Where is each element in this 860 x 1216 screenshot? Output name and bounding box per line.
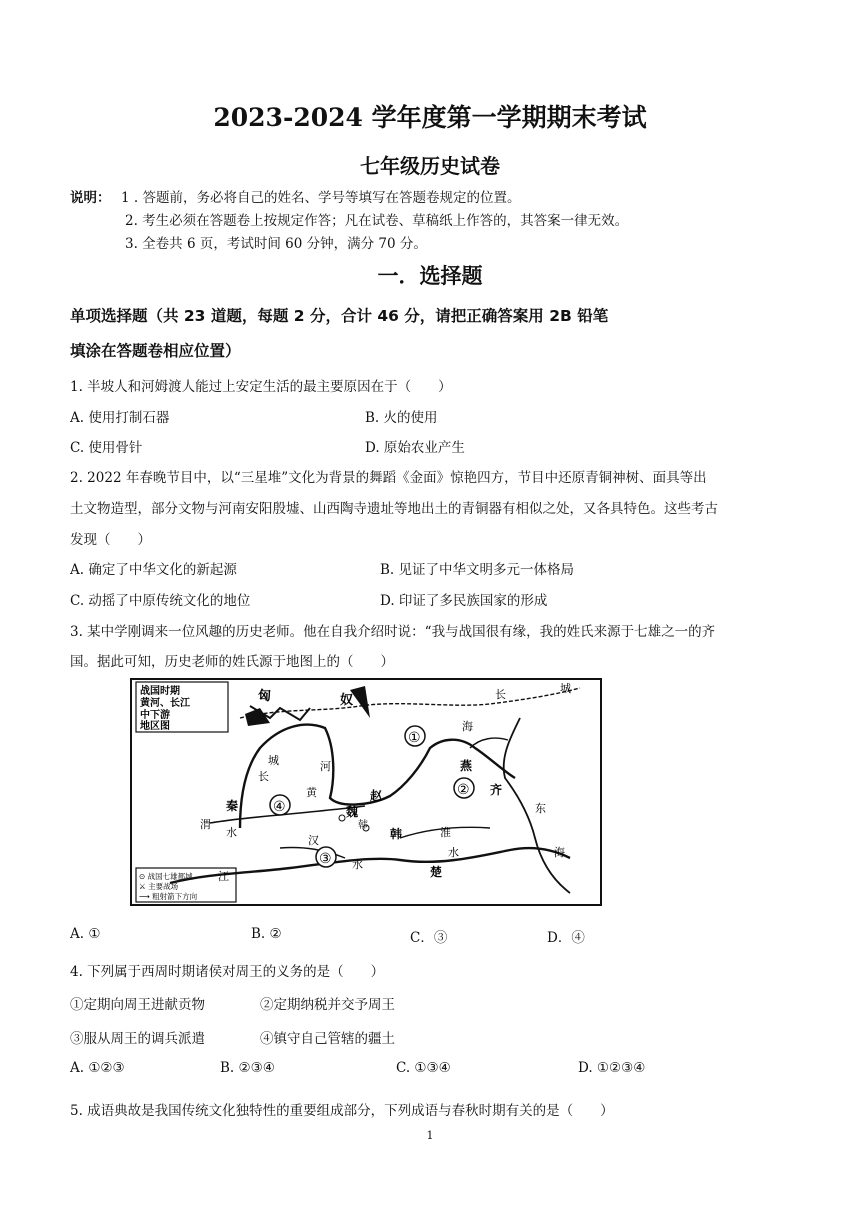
instruction-item: 2. 考生必须在答题卷上按规定作答；凡在试卷、草稿纸上作答的，其答案一律无效。 [125,213,629,229]
map-label: 秦 [226,799,239,813]
section-description: 单项选择题（共 23 道题，每题 2 分，合计 46 分，请把正确答案用 2B 铅笔 [70,307,609,325]
map-label: 长 [258,770,269,783]
map-label: 燕 [460,759,473,773]
option-c: C. 使用骨针 [70,440,143,456]
map-label: 渭 [200,818,211,831]
map-label: 韩 [390,827,403,841]
page-number: 1 [426,1129,434,1142]
map-label: 水 [352,858,363,871]
map-label: 淮 [440,826,451,839]
legend-title-line: 地区图 [140,721,170,732]
map-label: 水 [226,826,237,839]
option-b: B. ② [251,926,282,942]
statement-item: ②定期纳税并交予周王 [260,997,395,1013]
legend-title-line: 战国时期 [140,686,180,697]
instruction-item: 1 . 答题前，务必将自己的姓名、学号等填写在答题卷规定的位置。 [121,190,521,206]
map-label: 魏 [346,805,359,819]
legend-title-line: 中下游 [140,710,170,721]
question-stem: 1. 半坡人和河姆渡人能过上安定生活的最主要原因在于（ ） [70,379,452,395]
instruction-item: 3. 全卷共 6 页，考试时间 60 分钟，满分 70 分。 [125,236,427,252]
option-b: B. ②③④ [220,1060,275,1076]
section-description: 填涂在答题卷相应位置） [70,342,241,360]
legend-item: ⟶ 粗射箭下方向 [139,892,198,901]
option-d: D. ①②③④ [578,1060,646,1076]
map-label: 东 [535,802,546,815]
option-d: D. 原始农业产生 [365,440,465,456]
option-d: D．④ [547,930,585,946]
map-marker-label: ① [408,730,421,746]
map-label: 河 [320,760,331,773]
legend-item: ⚔ 主要战场 [139,882,179,891]
map-label: 齐 [490,783,503,797]
legend-item: ⊙ 战国七雄都城 [139,872,193,881]
question-stem: 发现（ ） [70,532,151,548]
map-label: 匈 [258,689,272,704]
map-label: 韩 [358,820,368,831]
map-label: 海 [554,846,565,859]
question-stem: 2. 2022 年春晚节目中，以“三星堆”文化为背景的舞蹈《金面》惊艳四方，节目中还原青铜神树、面具等出 [70,470,707,486]
legend-title-line: 黄河、长江 [140,698,190,709]
section-title: 一．选择题 [377,263,483,288]
map-label: 城 [268,754,279,767]
option-d: D. 印证了多民族国家的形成 [380,593,548,609]
map-marker-label: ③ [319,851,332,867]
question-stem: 4. 下列属于西周时期诸侯对周王的义务的是（ ） [70,964,385,980]
exam-title: 2023-2024 学年度第一学期期末考试 [213,103,647,132]
map-label: 水 [448,846,459,859]
question-stem: 土文物造型，部分文物与河南安阳殷墟、山西陶寺遗址等地出土的青铜器有相似之处，又各具特色。这些考古 [70,501,718,517]
option-b: B. 火的使用 [365,410,438,426]
map-marker-label: ② [457,782,470,798]
map-label: 赵 [370,789,383,803]
warring-states-map [130,678,602,906]
map-marker-label: ④ [273,799,286,815]
statement-item: ①定期向周王进献贡物 [70,997,205,1013]
map-label: 奴 [340,693,354,708]
map-label: 城 [560,682,571,695]
option-c: C. 动摇了中原传统文化的地位 [70,593,251,609]
map-label: 海 [462,720,473,733]
option-a: A. ① [70,926,101,942]
option-b: B. 见证了中华文明多元一体格局 [380,562,575,578]
option-c: C. ①③④ [396,1060,451,1076]
map-label: 楚 [430,865,443,879]
option-c: C．③ [410,930,448,946]
map-label: 汉 [308,834,319,847]
question-stem: 国。据此可知，历史老师的姓氏源于地图上的（ ） [70,654,394,670]
map-label: 黄 [306,786,317,799]
option-a: A. ①②③ [70,1060,125,1076]
instructions-label: 说明： [70,190,111,206]
statement-item: ④镇守自己管辖的疆土 [260,1031,395,1047]
statement-item: ③服从周王的调兵派遣 [70,1031,205,1047]
map-label: 长 [495,688,506,701]
exam-subtitle: 七年级历史试卷 [360,154,500,178]
question-stem: 3. 某中学刚调来一位风趣的历史老师。他在自我介绍时说：“我与战国很有缘，我的姓氏来源于七雄之一的齐 [70,624,716,640]
question-stem: 5. 成语典故是我国传统文化独特性的重要组成部分，下列成语与春秋时期有关的是（ ） [70,1103,614,1119]
map-label: 江 [218,870,229,883]
option-a: A. 使用打制石器 [70,410,170,426]
option-a: A. 确定了中华文化的新起源 [70,562,237,578]
